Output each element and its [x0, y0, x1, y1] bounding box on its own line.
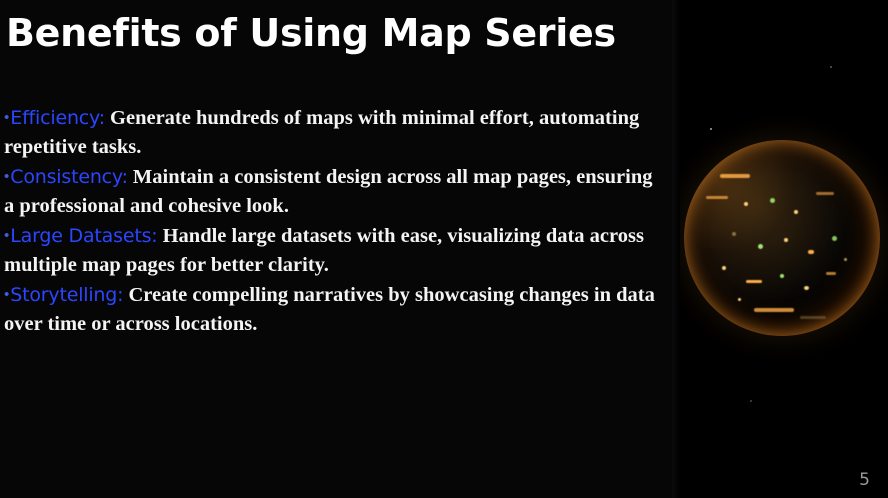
bullet-marker-icon: • [4, 287, 10, 303]
list-item [4, 104, 666, 162]
bullet-list [4, 104, 666, 340]
bullet-marker-icon: • [4, 169, 10, 185]
globe-limb-glow [684, 140, 880, 336]
city-light [808, 250, 814, 254]
star-speck [710, 128, 712, 130]
city-light [770, 198, 775, 203]
bullet-text: Handle large datasets with ease, visualizing data across multiple map pages for better clarity. [4, 225, 644, 276]
page-title: Benefits of Using Map Series [6, 11, 616, 55]
star-speck [830, 66, 832, 68]
city-light [732, 232, 736, 236]
star-speck [750, 400, 752, 402]
earth-at-night-globe [684, 140, 880, 336]
bullet-text: Generate hundreds of maps with minimal effort, automating repetitive tasks. [4, 107, 640, 158]
bullet-term: Consistency: [10, 166, 128, 188]
city-light [738, 298, 741, 301]
city-light [800, 316, 826, 319]
city-light [826, 272, 836, 275]
pane-divider [672, 0, 680, 498]
city-light [832, 236, 837, 241]
slide-image-pane [680, 0, 888, 498]
bullet-term: Storytelling: [10, 284, 124, 306]
city-light [758, 244, 763, 249]
bullet-term: Efficiency: [10, 107, 105, 129]
city-light [844, 258, 847, 261]
city-light [816, 192, 834, 195]
city-light [722, 266, 726, 270]
bullet-text: Maintain a consistent design across all map pages, ensuring a professional and cohesive look. [4, 166, 653, 217]
city-light [784, 238, 788, 242]
city-light [744, 202, 748, 206]
city-light [720, 174, 750, 178]
bullet-term: Large Datasets: [10, 225, 158, 247]
bullet-marker-icon: • [4, 110, 10, 126]
list-item [4, 222, 666, 280]
city-light [780, 274, 784, 278]
city-light [754, 308, 794, 312]
city-light [794, 210, 798, 214]
bullet-text: Create compelling narratives by showcasing changes in data over time or across locations. [4, 284, 655, 335]
bullet-marker-icon: • [4, 228, 10, 244]
list-item [4, 281, 666, 339]
city-light [706, 196, 728, 199]
list-item [4, 163, 666, 221]
city-light [804, 286, 809, 290]
city-light [746, 280, 762, 283]
page-number: 5 [859, 470, 870, 490]
